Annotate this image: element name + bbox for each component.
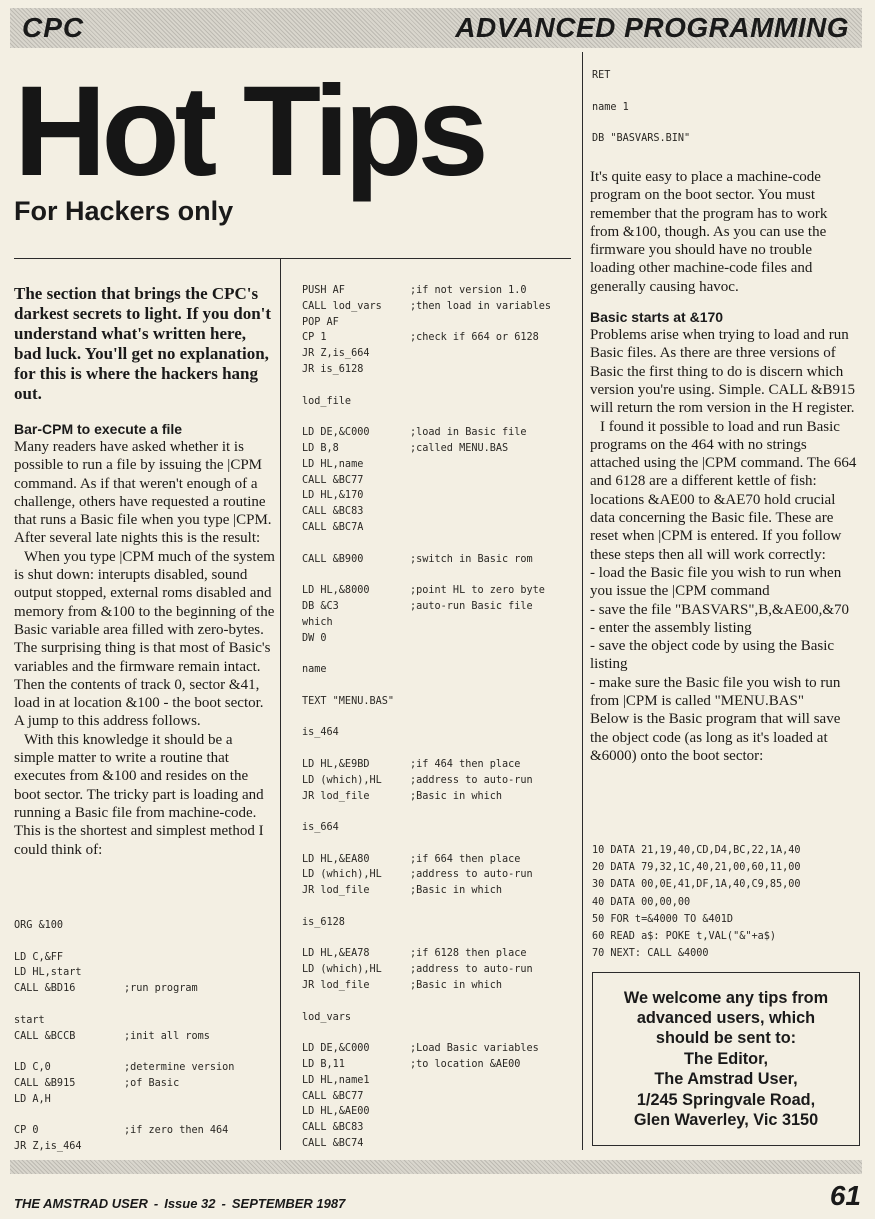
code-line (302, 409, 551, 425)
code-instruction (302, 710, 410, 726)
code-line (302, 852, 551, 868)
code-line (302, 1010, 551, 1026)
code-instruction (302, 994, 410, 1010)
code-instruction: CALL &BCCB (14, 1030, 76, 1042)
basic-line: 60 READ a$: POKE t,VAL("&"+a$) (592, 931, 777, 943)
code-line (14, 1013, 234, 1029)
column-divider-2 (582, 52, 583, 1150)
code-instruction: JR Z,is_664 (302, 348, 370, 360)
code-instruction: JR Z,is_464 (14, 1141, 82, 1153)
code-instruction: CALL &BC74 (302, 1138, 364, 1150)
code-instruction: CALL lod_vars (302, 300, 382, 312)
code-comment: ;address to auto-run (410, 774, 533, 786)
code-line (302, 867, 551, 883)
step-item: - save the object code by using the Basic listing (590, 638, 835, 673)
code-instruction: JR lod_file (302, 790, 370, 802)
code-line (302, 441, 551, 457)
code-line (302, 504, 551, 520)
page-title: Hot Tips (14, 60, 484, 203)
code-line (592, 68, 702, 84)
code-comment: ;switch in Basic rom (410, 553, 533, 565)
code-instruction: LD DE,&C000 (302, 1043, 370, 1055)
code-line (302, 836, 551, 852)
code-line (302, 741, 551, 757)
step-item: - make sure the Basic file you wish to run from |CPM is called "MENU.BAS" (590, 674, 841, 710)
basic-line: 70 NEXT: CALL &4000 (592, 948, 709, 960)
code-instruction: lod_vars (302, 1011, 352, 1023)
code-line (302, 457, 551, 473)
code-line (302, 299, 551, 315)
code-line (302, 773, 551, 789)
code-line (302, 346, 551, 362)
code-instruction: LD (which),HL (302, 964, 382, 976)
code-line (302, 789, 551, 805)
page-number: 61 (829, 1180, 861, 1211)
code-comment: ;address to auto-run (410, 964, 533, 976)
code-comment: ;check if 664 or 6128 (410, 332, 539, 344)
code-line (302, 1120, 551, 1136)
code-line (302, 283, 551, 299)
code-instruction: CP 1 (302, 332, 327, 344)
code-line (14, 1076, 234, 1092)
code-comment: ;init all roms (124, 1030, 210, 1042)
code-line (302, 615, 551, 631)
code-comment: ;called MENU.BAS (410, 442, 509, 454)
code-line (302, 631, 551, 647)
basic-line: 10 DATA 21,19,40,CD,D4,BC,22,1A,40 (592, 845, 801, 856)
code-line (302, 931, 551, 947)
code-comment: ;load in Basic file (410, 427, 527, 439)
section1-body (14, 438, 276, 859)
column-divider-1 (280, 258, 281, 1150)
code-line (14, 965, 234, 981)
code-instruction: LD HL,name (302, 458, 364, 470)
code-instruction: LD HL,start (14, 967, 82, 979)
step-item: - save the file "BASVARS",B,&AE00,&70 (590, 601, 850, 618)
code-line (302, 362, 551, 378)
code-comment: ;if zero then 464 (124, 1125, 229, 1137)
section-heading-bar-cpm: Bar-CPM to execute a file (14, 421, 183, 437)
code-line (14, 1139, 234, 1155)
code-instruction: DB &C3 (302, 600, 339, 612)
title-divider (14, 258, 571, 259)
code-line (14, 1029, 234, 1045)
code-line (14, 1123, 234, 1139)
code-line (592, 115, 702, 131)
code-comment: ;Basic in which (410, 980, 503, 992)
code-line (302, 820, 551, 836)
code-comment: ;Load Basic variables (410, 1043, 539, 1055)
code-line (302, 1025, 551, 1041)
basic-line: 30 DATA 00,0E,41,DF,1A,40,C9,85,00 (592, 879, 801, 891)
intro-text: The section that brings the CPC's darkest secrets to light. If you don't understand what's written here, bad luck. You'll get no explanation, for this is where the hackers hang out. (14, 284, 272, 403)
code-line (302, 315, 551, 331)
code-instruction: CALL &BC7A (302, 521, 364, 533)
column-3 (590, 168, 860, 765)
code-comment: ;Basic in which (410, 885, 503, 897)
code-line (302, 536, 551, 552)
code-instruction: LD HL,&E9BD (302, 758, 370, 770)
code-instruction (14, 934, 124, 950)
code-instruction (302, 678, 410, 694)
code-instruction: is_464 (302, 727, 339, 739)
code-line (302, 567, 551, 583)
code-instruction: LD HL,name1 (302, 1074, 370, 1086)
step-item: - enter the assembly listing (590, 619, 752, 636)
code-instruction: CALL &BC77 (302, 474, 364, 486)
code-instruction: LD HL,&EA80 (302, 853, 370, 865)
code-comment: ;run program (124, 983, 198, 995)
code-instruction (14, 997, 124, 1013)
code-line (302, 1104, 551, 1120)
code-line (302, 394, 551, 410)
code-instruction (592, 84, 702, 100)
code-instruction (592, 115, 702, 131)
code-line (302, 488, 551, 504)
paragraph: Below is the Basic program that will save the object code (as long as it's loaded at &6000) onto the boot sector: (590, 711, 841, 764)
code-comment: ;Basic in which (410, 790, 503, 802)
footer-credit: THE AMSTRAD USER - Issue 32 - SEPTEMBER 1987 (14, 1196, 346, 1211)
code-line (302, 710, 551, 726)
code-instruction: name (302, 664, 327, 676)
code-line (14, 1092, 234, 1108)
code-comment: ;point HL to zero byte (410, 585, 545, 597)
code-instruction: CP 0 (14, 1125, 39, 1137)
code-instruction: which (302, 616, 333, 628)
code-instruction: LD HL,&170 (302, 490, 364, 502)
code-instruction: CALL &BC83 (302, 1122, 364, 1134)
code-instruction: LD (which),HL (302, 869, 382, 881)
code-line (302, 804, 551, 820)
column-1 (14, 284, 276, 859)
code-instruction (302, 804, 410, 820)
code-instruction: CALL &BD16 (14, 983, 76, 995)
code-instruction: LD B,11 (302, 1059, 345, 1071)
paragraph: It's quite easy to place a machine-code program on the boot sector. You must remember that the program has to work from &100, though. As you can use the firmware you should have no trouble loading other machine-code files and generally causing havoc. (590, 169, 828, 295)
code-line (592, 131, 702, 147)
code-line (14, 1044, 234, 1060)
code-instruction (302, 1025, 410, 1041)
code-line (302, 978, 551, 994)
code-instruction: LD B,8 (302, 442, 339, 454)
code-line (302, 1057, 551, 1073)
section-label: CPC (22, 12, 85, 43)
code-line (302, 962, 551, 978)
code-comment: ;if 464 then place (410, 758, 521, 770)
code-instruction: CALL &B915 (14, 1077, 76, 1089)
assembly-listing-part-2 (302, 283, 551, 1152)
paragraph: I found it possible to load and run Basic programs on the 464 with no strings attached using the |CPM command. The 664 and 6128 are a different kettle of fish: locations &AE00 to &AE70 hold crucial data concerning the Basic file. These are reset when |CPM is entered. If you follow these steps then all will work correctly: (590, 418, 857, 563)
basic-listing (592, 842, 801, 962)
code-line (302, 646, 551, 662)
code-instruction (302, 567, 410, 583)
code-line (302, 757, 551, 773)
tips-box (592, 972, 860, 1146)
code-line (14, 997, 234, 1013)
tips-line: The Amstrad User, (654, 1070, 798, 1089)
section-heading-basic-starts: Basic starts at &170 (590, 309, 724, 326)
tips-line: Glen Waverley, Vic 3150 (633, 1111, 819, 1130)
code-instruction: PUSH AF (302, 285, 345, 296)
code-instruction: LD HL,&AE00 (302, 1106, 370, 1118)
code-instruction (302, 409, 410, 425)
basic-line: 20 DATA 79,32,1C,40,21,00,60,11,00 (592, 862, 801, 874)
code-comment: ;to location &AE00 (410, 1059, 521, 1071)
code-instruction: lod_file (302, 395, 352, 407)
assembly-listing-part-1 (14, 918, 234, 1155)
tips-line: The Editor, (683, 1049, 769, 1068)
tips-line: advanced users, which (636, 1008, 816, 1027)
code-instruction: CALL &B900 (302, 553, 364, 565)
code-instruction (302, 836, 410, 852)
code-line (14, 1060, 234, 1076)
tips-line: We welcome any tips from (623, 988, 829, 1007)
code-instruction: LD A,H (14, 1093, 51, 1105)
code-line (302, 915, 551, 931)
code-line (302, 1073, 551, 1089)
code-comment: ;determine version (124, 1062, 235, 1074)
code-instruction (302, 646, 410, 662)
code-instruction: CALL &BC77 (302, 1090, 364, 1102)
code-instruction (302, 378, 410, 394)
paragraph: Many readers have asked whether it is possible to run a file by issuing the |CPM command. As if that weren't enough of a challenge, others have requested a routine that runs a Basic file when you type |CPM. After several late nights this is the result: (14, 439, 272, 547)
code-line (302, 425, 551, 441)
code-comment: ;auto-run Basic file (410, 600, 533, 612)
code-instruction: name 1 (592, 101, 629, 113)
code-line (14, 918, 234, 934)
code-instruction: ORG &100 (14, 920, 64, 931)
code-instruction: POP AF (302, 316, 339, 328)
code-line (302, 330, 551, 346)
code-line (592, 84, 702, 100)
code-instruction: LD C,&FF (14, 951, 64, 963)
publication-name: THE AMSTRAD USER (14, 1196, 148, 1211)
paragraph: With this knowledge it should be a simple matter to write a routine that executes from &100 and resides on the boot sector. The tricky part is loading and running a Basic file from machine-code. This is the shortest and simplest method I could think of: (14, 731, 264, 858)
code-line (302, 662, 551, 678)
code-instruction: is_6128 (302, 916, 345, 928)
boot-sector-text (590, 168, 860, 296)
code-instruction: LD DE,&C000 (302, 427, 370, 439)
tips-line: should be sent to: (655, 1029, 797, 1048)
code-instruction: JR is_6128 (302, 363, 364, 375)
footer-bar (10, 1160, 862, 1174)
code-line (302, 1136, 551, 1152)
code-instruction: DW 0 (302, 632, 327, 644)
code-line (302, 899, 551, 915)
code-line (302, 946, 551, 962)
code-line (302, 678, 551, 694)
section2-body (590, 326, 860, 765)
paragraph: When you type |CPM much of the system is shut down: interupts disabled, sound output stopped, external roms disabled and memory from &100 to the beginning of the Basic variable area filled with zero-bytes. The surprising thing is that most of Basic's variables and the firmware remain intact. Then the contents of track 0, sector &41, load in at location &100 - the boot sector. A jump to this address follows. (14, 548, 275, 730)
code-instruction: JR lod_file (302, 885, 370, 897)
code-instruction (302, 741, 410, 757)
code-instruction (14, 1108, 124, 1124)
code-instruction: JR lod_file (302, 980, 370, 992)
code-line (14, 934, 234, 950)
code-line (302, 473, 551, 489)
code-instruction (302, 899, 410, 915)
code-comment: ;if 6128 then place (410, 948, 527, 960)
code-line (302, 599, 551, 615)
code-instruction: TEXT "MENU.BAS" (302, 695, 395, 707)
column-title: ADVANCED PROGRAMMING (455, 12, 849, 43)
code-line (302, 552, 551, 568)
basic-line: 50 FOR t=&4000 TO &401D (592, 913, 734, 925)
code-line (302, 1089, 551, 1105)
code-instruction: LD HL,&8000 (302, 585, 370, 597)
code-comment: ;then load in variables (410, 300, 552, 312)
basic-line: 40 DATA 00,00,00 (592, 896, 691, 908)
code-instruction: LD (which),HL (302, 774, 382, 786)
code-line (14, 950, 234, 966)
code-comment: ;if not version 1.0 (410, 285, 527, 296)
code-comment: ;of Basic (124, 1077, 180, 1089)
code-instruction (302, 931, 410, 947)
code-comment: ;if 664 then place (410, 853, 521, 865)
issue-number: Issue 32 (164, 1196, 216, 1211)
code-line (302, 994, 551, 1010)
code-comment: ;address to auto-run (410, 869, 533, 881)
code-line (302, 583, 551, 599)
code-instruction: is_664 (302, 822, 339, 834)
code-line (302, 1041, 551, 1057)
page-subtitle: For Hackers only (14, 196, 234, 226)
code-line (592, 100, 702, 116)
code-line (302, 520, 551, 536)
tips-line: 1/245 Springvale Road, (636, 1090, 816, 1109)
code-line (302, 883, 551, 899)
code-instruction: CALL &BC83 (302, 506, 364, 518)
code-line (302, 725, 551, 741)
code-instruction: DB "BASVARS.BIN" (592, 133, 691, 145)
code-instruction (14, 1044, 124, 1060)
code-line (302, 694, 551, 710)
step-item: - load the Basic file you wish to run when you issue the |CPM command (590, 564, 842, 600)
code-line (14, 981, 234, 997)
code-instruction (302, 536, 410, 552)
code-instruction: RET (592, 70, 611, 81)
issue-date: SEPTEMBER 1987 (231, 1196, 346, 1211)
code-line (14, 1108, 234, 1124)
code-instruction: LD HL,&EA78 (302, 948, 370, 960)
paragraph: Problems arise when trying to load and run Basic files. As there are three versions of Basic the first thing to do is discern which version you're using. Simple. CALL &B915 will return the rom version in the H register. (590, 327, 856, 417)
code-line (302, 378, 551, 394)
assembly-listing-part-3 (592, 68, 702, 147)
code-instruction: LD C,0 (14, 1062, 51, 1074)
code-instruction: start (14, 1014, 45, 1026)
